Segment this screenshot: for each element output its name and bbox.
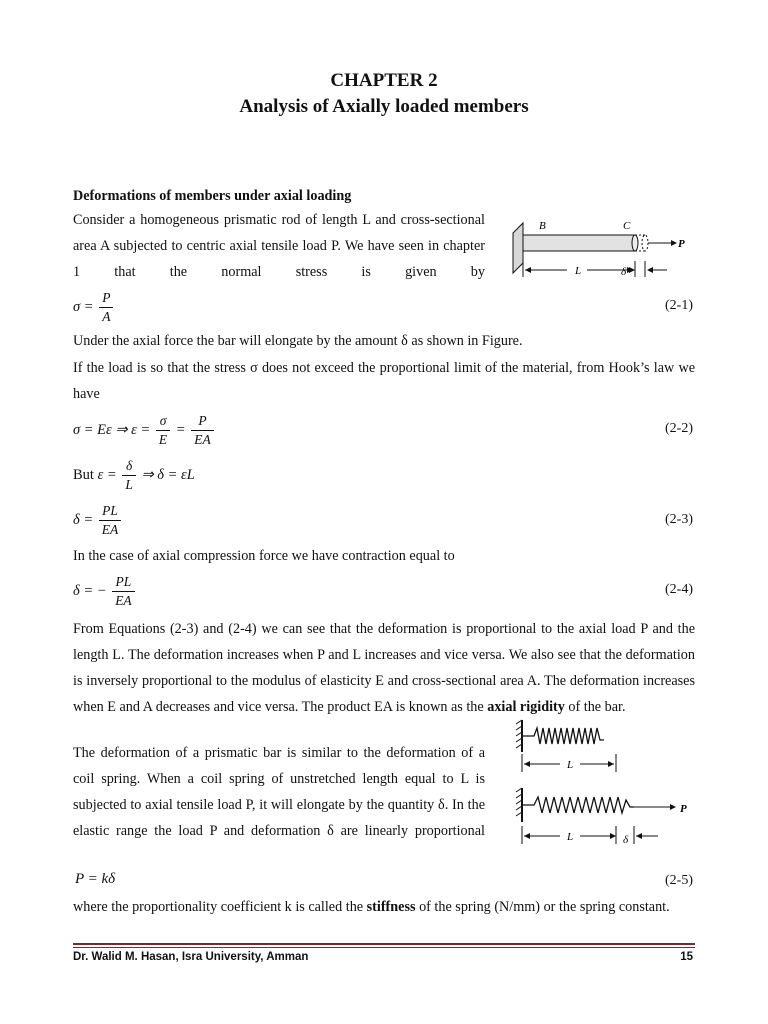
spring-figure — [510, 712, 695, 857]
footer-rule — [73, 943, 695, 945]
chapter-title: CHAPTER 2 — [330, 70, 438, 91]
paragraph-hooks-law: If the load is so that the stress σ does not exceed the proportional limit of the material, from Hook’s law we have — [73, 360, 695, 402]
paragraph-stiffness: where the proportionality coefficient k is called the stiffness of the spring (N/mm) or the spring constant. — [73, 899, 670, 915]
paragraph-intro: Consider a homogeneous prismatic rod of length L and cross-sectional area A subjected to centric axial tensile load P. We have seen in chapter 1 that the normal stress is given by — [73, 212, 485, 280]
equation-number-2-1: (2-1) — [665, 298, 693, 313]
bar-label-delta: δ — [621, 266, 627, 278]
footer-rule-thin — [73, 947, 695, 948]
stiffness-term: stiffness — [366, 899, 416, 915]
equation-number-2-2: (2-2) — [665, 421, 693, 436]
equation-strain: But ε = $\frac{\delta}{L}$ ⇒ δ = εL — [73, 458, 195, 492]
spring-label-delta: δ — [623, 834, 629, 846]
equation-2-2: σ = Eε ⇒ ε = $\frac{\sigma}{E}$ = $\frac{P}{EA}$ — [73, 413, 216, 448]
section-heading: Deformations of members under axial loading — [73, 188, 352, 204]
equation-number-2-3: (2-3) — [665, 512, 693, 527]
paragraph-proportionality: From Equations (2-3) and (2-4) we can see that the deformation is proportional to the axial load P and the length L. The deformation increases when P and L increases and vice versa. We also see that the deformation is inversely proportional to the modulus of elasticity E and cross-sectional area A. The deformation increases when E and A decreases and vice versa. The product EA is known as the axial rigidity of the bar. — [73, 621, 695, 715]
paragraph-compression: In the case of axial compression force we have contraction equal to — [73, 548, 455, 564]
equation-number-2-4: (2-4) — [665, 582, 693, 597]
paragraph-elongation: Under the axial force the bar will elongate by the amount δ as shown in Figure. — [73, 333, 523, 349]
equation-2-1: σ = $\frac{P}{A}$ — [73, 290, 115, 325]
bar-label-p: P — [678, 238, 685, 250]
footer-author: Dr. Walid M. Hasan, Isra University, Amman — [73, 951, 309, 963]
bar-label-b: B — [539, 220, 546, 232]
bar-figure — [505, 215, 700, 285]
axial-rigidity-term: axial rigidity — [487, 699, 565, 715]
equation-2-5: P = kδ — [75, 871, 116, 887]
equation-2-4: δ = − $\frac{PL}{EA}$ — [73, 574, 137, 609]
equation-2-3: δ = $\frac{PL}{EA}$ — [73, 503, 123, 538]
bar-label-c: C — [623, 220, 631, 232]
equation-number-2-5: (2-5) — [665, 873, 693, 888]
bar-label-l: L — [575, 265, 582, 277]
spring-label-p: P — [680, 803, 687, 815]
page-number: 15 — [680, 951, 693, 963]
chapter-subtitle: Analysis of Axially loaded members — [239, 96, 529, 117]
paragraph-spring: The deformation of a prismatic bar is similar to the deformation of a coil spring. When a coil spring of unstretched length equal to L is subjected to axial tensile load P, it will elongate by the quantity δ. In the elastic range the load P and deformation δ are linearly proportional — [73, 745, 485, 839]
spring-label-l1: L — [567, 759, 574, 771]
spring-label-l2: L — [567, 831, 574, 843]
